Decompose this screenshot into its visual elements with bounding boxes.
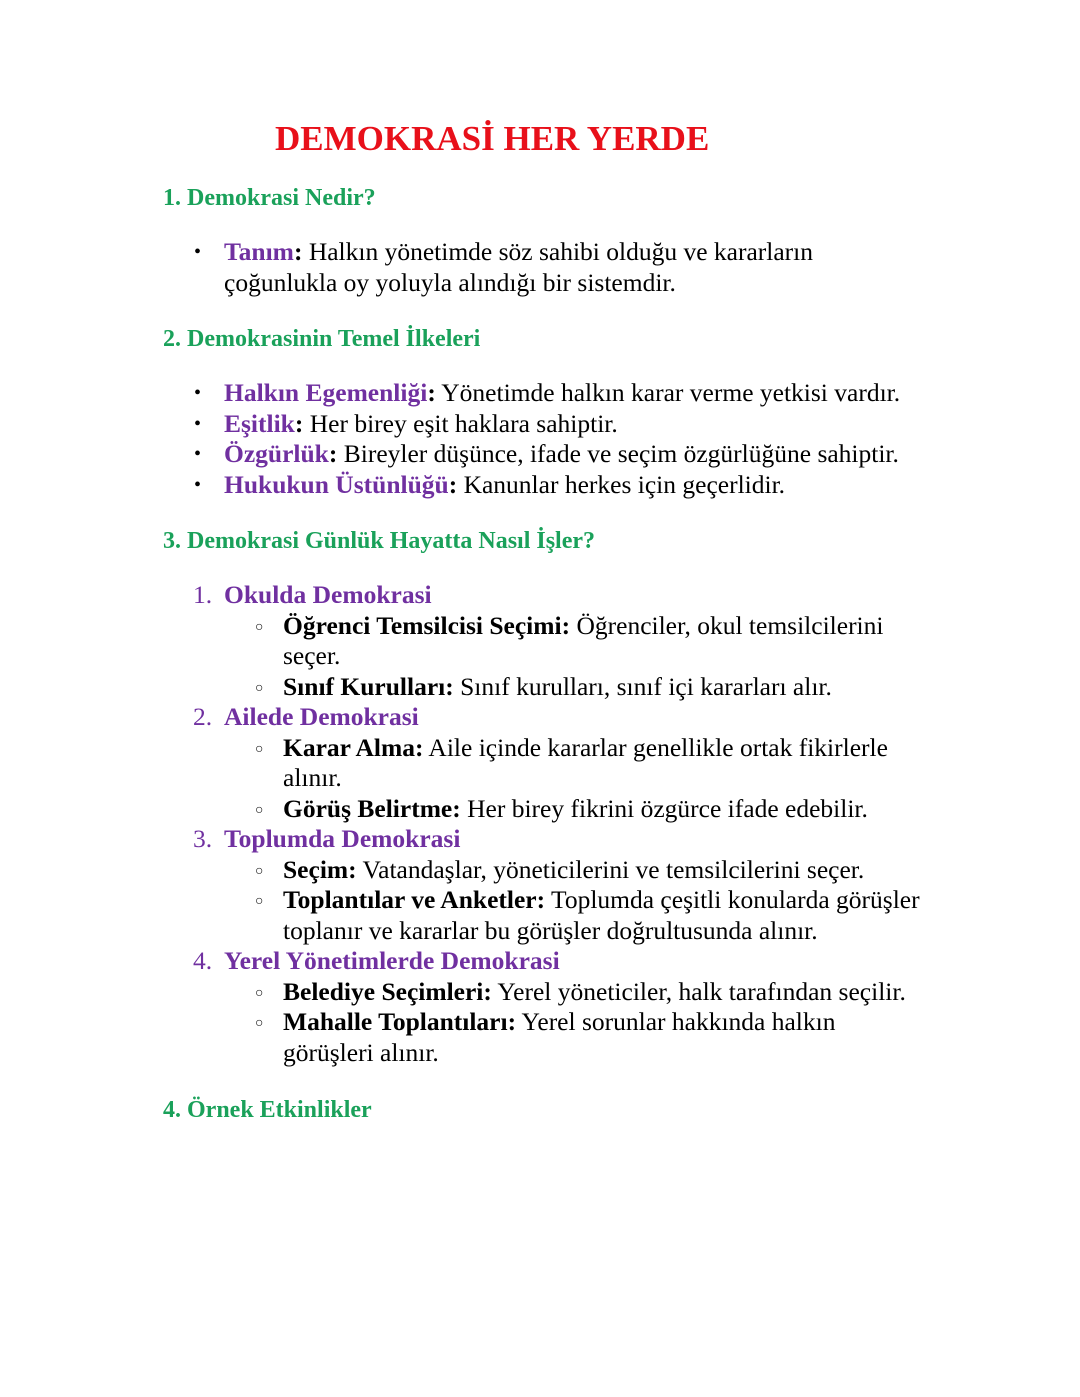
item-text: Yerel yöneticiler, halk tarafından seçilir.	[491, 976, 906, 1006]
subsection-number: 4.	[193, 946, 213, 975]
item-text: Her birey eşit haklara sahiptir.	[303, 408, 618, 438]
sub-list	[224, 977, 923, 1069]
item-text: Öğrenciler, okul temsilcilerini seçer.	[283, 610, 884, 670]
sub-list	[224, 611, 923, 703]
subsection	[193, 580, 923, 702]
bullet-list	[163, 237, 923, 298]
item-label: Karar Alma:	[283, 732, 424, 762]
circle-bullet-icon: ○	[255, 802, 264, 818]
item-label: Toplantılar ve Anketler:	[283, 885, 546, 914]
list-item: • Eşitlik: Her birey eşit haklara sahiptir.	[194, 408, 618, 438]
item-text: Kanunlar herkes için geçerlidir.	[457, 469, 786, 499]
item-label: Sınıf Kurulları:	[283, 671, 454, 701]
item-label: Tanım	[224, 237, 294, 266]
list-item: • Halkın Egemenliği: Yönetimde halkın karar verme yetkisi vardır.	[194, 378, 901, 407]
item-text: Yönetimde halkın karar verme yetkisi vardır.	[435, 378, 901, 407]
list-item	[255, 610, 923, 672]
circle-bullet-icon: ○	[255, 863, 264, 879]
list-item	[255, 1007, 923, 1068]
subsection	[193, 824, 923, 946]
section-heading: 3. Demokrasi Günlük Hayatta Nasıl İşler?	[163, 528, 596, 554]
item-label: Seçim:	[283, 854, 357, 884]
subsection-title: Yerel Yönetimlerde Demokrasi	[224, 946, 560, 975]
list-item	[255, 885, 923, 946]
bullet-icon: •	[194, 443, 202, 465]
sub-list	[224, 733, 923, 825]
item-text: Aile içinde kararlar genellikle ortak fikirlerle alınır.	[283, 732, 888, 792]
circle-bullet-icon: ○	[255, 619, 264, 635]
item-label: Görüş Belirtme:	[283, 793, 461, 823]
subsection	[193, 946, 923, 1068]
item-text: Halkın yönetimde söz sahibi olduğu ve kararların çoğunlukla oy yoluyla alındığı bir sistemdir.	[224, 237, 814, 297]
bullet-icon: •	[194, 412, 202, 435]
section-heading: 2. Demokrasinin Temel İlkeleri	[163, 326, 481, 352]
section-heading: 4. Örnek Etkinlikler	[163, 1097, 372, 1123]
list-item	[255, 854, 923, 886]
list-item	[255, 732, 923, 794]
bullet-icon: •	[194, 382, 202, 404]
subsection-title: Toplumda Demokrasi	[224, 824, 461, 853]
subsection-number: 2.	[193, 702, 213, 731]
item-text: Bireyler düşünce, ifade ve seçim özgürlüğüne sahiptir.	[337, 439, 899, 468]
bullet-icon: •	[194, 473, 202, 496]
list-item	[255, 976, 923, 1008]
circle-bullet-icon: ○	[255, 1016, 264, 1031]
item-text: Her birey fikrini özgürce ifade edebilir.	[460, 793, 868, 823]
item-label: Halkın Egemenliği	[224, 378, 428, 407]
bullet-list	[163, 378, 923, 500]
subsection-number: 3.	[193, 824, 213, 853]
circle-bullet-icon: ○	[255, 985, 264, 1001]
item-text: Sınıf kurulları, sınıf içi kararları alır.	[453, 671, 832, 701]
item-text: Toplumda çeşitli konularda görüşler toplanır ve kararlar bu görüşler doğrultusunda alınır.	[283, 885, 920, 945]
subsection	[193, 702, 923, 824]
section-heading: 1. Demokrasi Nedir?	[163, 185, 376, 211]
sub-list	[224, 855, 923, 947]
item-label: Belediye Seçimleri:	[283, 976, 492, 1006]
circle-bullet-icon: ○	[255, 741, 264, 757]
subsection-title: Okulda Demokrasi	[224, 580, 432, 609]
list-item	[255, 793, 923, 825]
item-label: Özgürlük	[224, 439, 329, 468]
numbered-list	[163, 580, 923, 1068]
item-text: Yerel sorunlar hakkında halkın görüşleri alınır.	[283, 1007, 836, 1067]
list-item: • Tanım: Halkın yönetimde söz sahibi olduğu ve kararların çoğunlukla oy yoluyla alındığı bir sistemdir.	[194, 237, 814, 297]
item-label: Öğrenci Temsilcisi Seçimi:	[283, 610, 571, 640]
document-title: DEMOKRASİ HER YERDE	[275, 119, 710, 158]
subsection-title: Ailede Demokrasi	[224, 702, 419, 731]
bullet-icon: •	[194, 241, 202, 263]
list-item: • Özgürlük: Bireyler düşünce, ifade ve seçim özgürlüğüne sahiptir.	[194, 439, 899, 468]
circle-bullet-icon: ○	[255, 680, 264, 696]
item-label: Mahalle Toplantıları:	[283, 1007, 517, 1036]
list-item: • Hukukun Üstünlüğü: Kanunlar herkes için geçerlidir.	[194, 469, 786, 499]
item-label: Eşitlik	[224, 408, 295, 438]
item-label: Hukukun Üstünlüğü	[224, 469, 449, 499]
item-text: Vatandaşlar, yöneticilerini ve temsilcilerini seçer.	[356, 854, 865, 884]
list-item	[255, 671, 923, 703]
circle-bullet-icon: ○	[255, 894, 264, 909]
subsection-number: 1.	[193, 580, 213, 609]
document-content	[163, 118, 923, 1125]
